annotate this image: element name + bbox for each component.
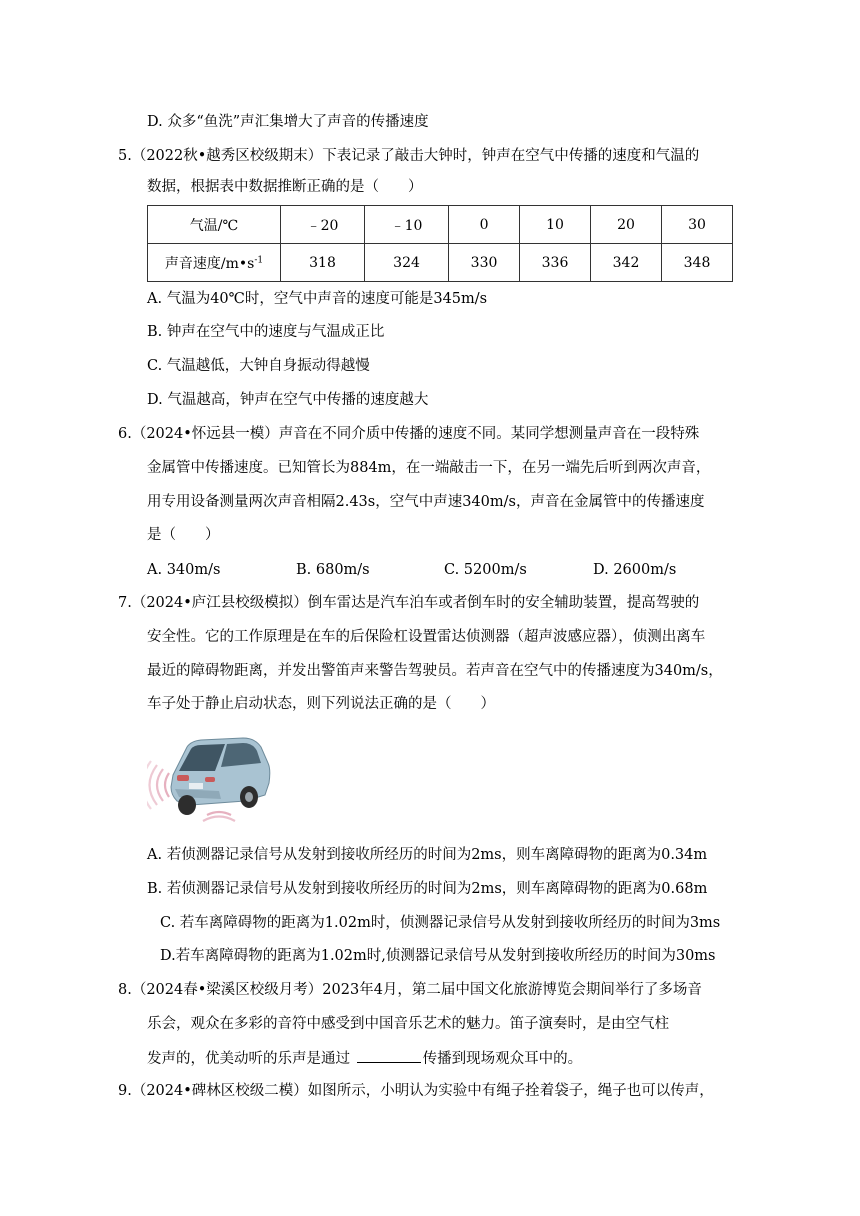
- table-cell: 324: [365, 244, 449, 282]
- q5-option-a: A. 气温为40℃时，空气中声音的速度可能是345m/s: [147, 291, 488, 307]
- table-cell: 0: [449, 206, 520, 244]
- q5-stem-line2: 数据，根据表中数据推断正确的是（ ）: [147, 179, 423, 195]
- table-row: [148, 244, 733, 282]
- q8-line3-before-blank: 发声的，优美动听的乐声是通过: [147, 1051, 355, 1067]
- q7-option-c: C. 若车离障碍物的距离为1.02m时，侦测器记录信号从发射到接收所经历的时间为3ms: [160, 915, 721, 931]
- q8-stem-line2: 乐会，观众在多彩的音符中感受到中国音乐艺术的魅力。笛子演奏时，是由空气柱: [147, 1016, 669, 1032]
- table-cell: 342: [591, 244, 662, 282]
- table-cell: 20: [591, 206, 662, 244]
- q7-option-b: B. 若侦测器记录信号从发射到接收所经历的时间为2ms，则车离障碍物的距离为0.68m: [147, 881, 708, 897]
- table-cell: ﹣10: [365, 206, 449, 244]
- car-radar-illustration: [147, 735, 271, 827]
- q6-stem-line3: 用专用设备测量两次声音相隔2.43s，空气中声速340m/s，声音在金属管中的传播速度: [147, 494, 705, 510]
- q7-stem-line2: 安全性。它的工作原理是在车的后保险杠设置雷达侦测器（超声波感应器），侦测出离车: [147, 629, 706, 645]
- q7-stem-line4: 车子处于静止启动状态，则下列说法正确的是（ ）: [147, 696, 495, 712]
- q4-option-d: D. 众多“鱼洗”声汇集增大了声音的传播速度: [147, 114, 429, 130]
- q5-option-c: C. 气温越低，大钟自身振动得越慢: [147, 358, 370, 374]
- q6-option-c: C. 5200m/s: [444, 562, 527, 578]
- table-row: [148, 206, 733, 244]
- q7-stem-line3: 最近的障碍物距离，并发出警笛声来警告驾驶员。若声音在空气中的传播速度为340m/s，: [147, 663, 723, 679]
- table-header-speed: [148, 244, 281, 282]
- q7-option-d: D.若车离障碍物的距离为1.02m时,侦测器记录信号从发射到接收所经历的时间为30ms: [160, 948, 716, 964]
- q8-line3-after-blank: 传播到现场观众耳中的。: [422, 1051, 583, 1067]
- q6-stem-line1: 6.（2024•怀远县一模）声音在不同介质中传播的速度不同。某同学想测量声音在一段特殊: [118, 426, 700, 442]
- table-cell: ﹣20: [281, 206, 365, 244]
- table-header-temperature: 气温/℃: [148, 206, 281, 244]
- table-cell: 336: [520, 244, 591, 282]
- q6-option-a: A. 340m/s: [147, 562, 221, 578]
- table-cell: 318: [281, 244, 365, 282]
- table-cell: 30: [661, 206, 732, 244]
- q6-option-b: B. 680m/s: [296, 562, 370, 578]
- q8-stem-line1: 8.（2024春•梁溪区校级月考）2023年4月，第二届中国文化旅游博览会期间举行了多场音: [118, 982, 702, 998]
- q5-option-d: D. 气温越高，钟声在空气中传播的速度越大: [147, 392, 429, 408]
- q8-stem-line3: [147, 1048, 582, 1069]
- q5-data-table: [147, 205, 733, 282]
- q6-stem-line2: 金属管中传播速度。已知管长为884m，在一端敲击一下，在另一端先后听到两次声音，: [147, 460, 711, 476]
- q6-option-d: D. 2600m/s: [593, 562, 677, 578]
- table-cell: 330: [449, 244, 520, 282]
- q9-stem-line1: 9.（2024•碑林区校级二模）如图所示，小明认为实验中有绳子拴着袋子，绳子也可以传声，: [118, 1083, 714, 1099]
- q7-stem-line1: 7.（2024•庐江县校级模拟）倒车雷达是汽车泊车或者倒车时的安全辅助装置，提高驾驶的: [118, 595, 700, 611]
- answer-blank[interactable]: [357, 1048, 421, 1063]
- speed-unit-exponent: -1: [254, 254, 264, 265]
- speed-unit-main: 声音速度/m•s: [164, 255, 255, 272]
- table-cell: 10: [520, 206, 591, 244]
- car-icon: [171, 738, 270, 815]
- q7-option-a: A. 若侦测器记录信号从发射到接收所经历的时间为2ms，则车离障碍物的距离为0.34m: [147, 847, 708, 863]
- q5-option-b: B. 钟声在空气中的速度与气温成正比: [147, 324, 385, 340]
- q5-stem-line1: 5.（2022秋•越秀区校级期末）下表记录了敲击大钟时，钟声在空气中传播的速度和气温的: [118, 148, 700, 164]
- table-cell: 348: [661, 244, 732, 282]
- q6-stem-line4: 是（ ）: [147, 527, 220, 543]
